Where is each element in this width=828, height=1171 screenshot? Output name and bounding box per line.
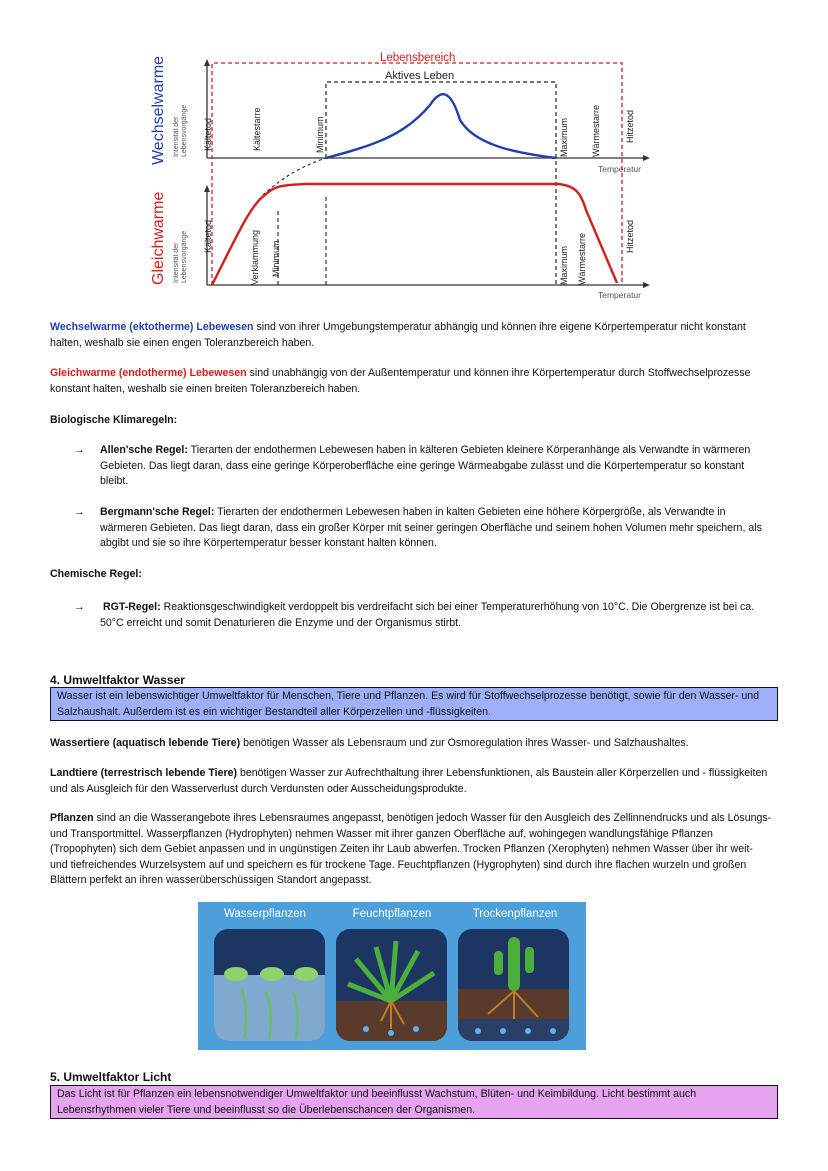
land-text: benötigen Wasser zur Aufrechthaltung ihrer Lebensfunktionen, als Baustein aller Körperzellen und - flüssigkeiten und als Ausgleich für den Wasserverlust durch Verdunsten oder Ausscheidungsprodukte. [50, 767, 768, 795]
cold-curve [326, 94, 556, 158]
marker-top-minimum: Minimum [315, 116, 325, 153]
y-axis-label-top-2: Lebensvorgänge [181, 104, 188, 157]
y-axis-label-bottom-2: Lebensvorgänge [181, 230, 188, 283]
marker-bottom-maximum: Maximum [559, 245, 569, 285]
marker-bottom-hitzetod: Hitzetod [625, 219, 635, 253]
bergmann-term: Bergmann'sche Regel: [100, 506, 215, 518]
marker-bottom-verklammung: Verklammung [250, 229, 260, 285]
marker-bottom-waermestarre: Wärmestarre [577, 232, 587, 285]
y-axis-label-top-1: Intensität der [173, 116, 180, 157]
arrow-icon: → [74, 444, 85, 456]
plants-term: Pflanzen [50, 812, 94, 824]
panel-feuchtpflanzen [336, 929, 447, 1041]
water-summary-box: Wasser ist ein lebenswichtiger Umweltfaktor für Menschen, Tiere und Pflanzen. Es wird für Stoffwechselprozesse benötigt, sowie für den Wasser- und Salzhaushalt. Außerdem ist es ein wichtiger Bestandteil aller Körperzellen und -flüssigkeiten. [50, 687, 778, 721]
aquatic-text: benötigen Wasser als Lebensraum und zur Osmoregulation ihres Wasser- und Salzhaushaltes. [240, 737, 689, 749]
gleichwarme-paragraph [50, 366, 772, 397]
rgt-term: RGT-Regel: [102, 601, 161, 613]
x-axis-label-top: Temperatur [598, 164, 641, 174]
aquatic-term: Wassertiere (aquatisch lebende Tiere) [50, 737, 241, 749]
allen-rule [74, 443, 775, 490]
bergmann-rule [74, 505, 775, 552]
marker-bottom-kaeltetod: Kältetod [203, 219, 213, 253]
temperature-tolerance-diagram [145, 45, 655, 307]
marker-bottom-minimum: Minimum [271, 240, 281, 277]
marker-top-kaeltestarre: Kältestarre [252, 107, 262, 151]
warm-title: Gleichwarme [150, 191, 167, 285]
gleichwarme-text: sind unabhängig von der Außentemperatur und können ihre Körpertemperatur durch Stoffwechselprozesse konstant halten, weshalb sie einen breiten Toleranzbereich haben. [50, 367, 751, 395]
gleichwarme-term: Gleichwarme (endotherme) Lebewesen [50, 367, 247, 379]
plant-types-illustration [198, 902, 586, 1050]
bio-rules-heading: Biologische Klimaregeln: [50, 414, 178, 426]
active-life-label: Aktives Leben [385, 70, 455, 82]
wechselwarme-text: sind von ihrer Umgebungstemperatur abhängig und können ihre eigene Körpertemperatur nicht konstant halten, weshalb sie einen engen Toleranzbereich haben. [50, 321, 746, 349]
plants-paragraph [50, 811, 772, 889]
wechselwarme-paragraph [50, 320, 772, 351]
marker-top-maximum: Maximum [559, 117, 569, 157]
panel-trockenpflanzen [458, 929, 569, 1041]
chem-rule-heading: Chemische Regel: [50, 568, 142, 580]
allen-text: Tierarten der endothermen Lebewesen haben in kälteren Gebieten kleinere Körperanhänge als Verwandte in wärmeren Gebieten. Das liegt daran, dass eine geringe Körperoberfläche eine geringe Wärmeabgabe zulässt und die Körpertemperatur so konstant bleibt. [100, 444, 751, 488]
y-axis-label-bottom-1: Intensität der [173, 242, 180, 283]
cold-title: Wechselwarme [150, 55, 167, 165]
wechselwarme-term: Wechselwarme (ektotherme) Lebewesen [50, 321, 254, 333]
marker-top-kaeltetod: Kältetod [203, 117, 213, 151]
rgt-rule [74, 600, 775, 631]
allen-term: Allen'sche Regel: [100, 444, 188, 456]
land-term: Landtiere (terrestrisch lebende Tiere) [50, 767, 238, 779]
panel-wasserpflanzen [214, 929, 325, 1041]
rgt-text: Reaktionsgeschwindigkeit verdoppelt bis verdreifacht sich bei einer Temperaturerhöhung von 10°C. Die Obergrenze ist bei ca. 50°C erreicht und somit Denaturieren die Enzyme und der Organismus stirbt. [100, 601, 755, 629]
panel-title-feuchtpflanzen: Feuchtpflanzen [352, 908, 432, 920]
aquatic-paragraph [50, 736, 772, 752]
marker-top-hitzetod: Hitzetod [625, 109, 635, 143]
section-light-heading: 5. Umweltfaktor Licht [50, 1070, 172, 1084]
arrow-icon: → [74, 601, 85, 613]
arrow-icon: → [74, 506, 85, 518]
bergmann-text: Tierarten der endothermen Lebewesen haben in kalten Gebieten eine höhere Körpergröße, als Verwandte in wärmeren Gebieten. Das liegt daran, dass ein großer Körper mit seiner geringen Oberfläche und seinem hohen Volumen mehr speichern, als abgibt und sie so ihre Körpertemperatur besser konstant halten können. [100, 506, 762, 550]
land-paragraph [50, 766, 772, 797]
marker-top-waermestarre: Wärmestarre [591, 104, 601, 157]
x-axis-label-bottom: Temperatur [598, 290, 641, 300]
life-range-label: Lebensbereich [380, 52, 456, 64]
panel-title-wasserpflanzen: Wasserpflanzen [223, 908, 307, 920]
light-summary-box: Das Licht ist für Pflanzen ein lebensnotwendiger Umweltfaktor und beeinflusst Wachstum, Blüten- und Keimbildung. Licht bestimmt auch Lebensrhythmen vieler Tiere und beeinflusst so die Überlebenschancen der Organismen. [50, 1085, 778, 1119]
section-water-heading: 4. Umweltfaktor Wasser [50, 673, 185, 687]
panel-title-trockenpflanzen: Trockenpflanzen [472, 908, 558, 920]
plants-text: sind an die Wasserangebote ihres Lebensraumes angepasst, benötigen jedoch Wasser für den Ausgleich des Zellinnendrucks und als Lösungs- und Transportmittel. Wasserpflanzen (Hydrophyten) nehmen Wasser mit ihrer ganzen Oberfläche auf, wohingegen wandlungsfähige Pflanzen (Tropophyten) sich dem Gebiet anpassen und in ungünstigen Zeiten ihr Laub abwerfen. Trocken Pflanzen (Xerophyten) nehmen Wasser über ihr weit- und tiefreichendes Wurzelsystem auf und speichern es für trockene Tage. Feuchtpflanzen (Hygrophyten) sind durch ihre flachen wurzeln und großen Blättern perfekt an ihren wasserüberschüssigen Standort angepasst. [50, 812, 772, 887]
